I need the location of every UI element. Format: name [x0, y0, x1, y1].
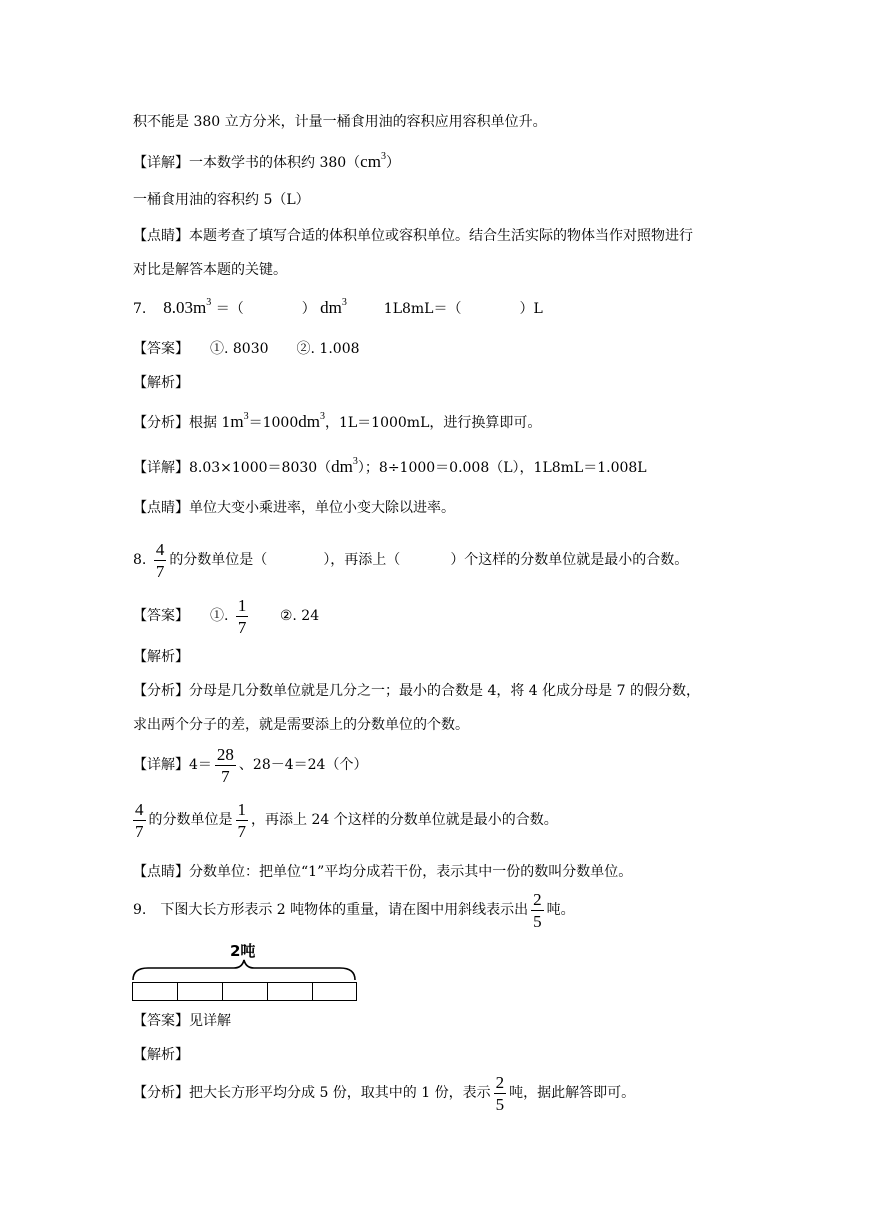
intro-line: 积不能是 380 立方分米，计量一桶食用油的容积应用容积单位升。 — [133, 114, 547, 130]
q7-detail: 【详解】$8.03\times 1000=8030(dm^3)$；8÷1000＝0.008（L），1L8mL＝1.008L — [133, 456, 647, 476]
q9-answer: 【答案】见详解 — [133, 1013, 231, 1029]
q9-analysis: 【分析】把大长方形平均分成 5 份，取其中的 1 份，表示 $\frac{2}{5}$ 吨，据此解答即可。 — [133, 1072, 636, 1114]
q8-question: 8. $\frac{4}{7}$ 的分数单位是（ ），再添上（ ）个这样的分数单位就是最小的合数。 — [133, 539, 689, 581]
q8-analysis-title: 【解析】 — [133, 649, 189, 665]
q8-answer: 【答案】 ①. $\frac{1}{7}$ ②. 24 — [133, 595, 320, 637]
q8-fraction: $\frac{4}{7}$ — [155, 539, 165, 581]
segment — [223, 983, 268, 1000]
q9-analysis-fraction: $\frac{2}{5}$ — [495, 1072, 505, 1114]
q8-detail: 【详解】4＝ $\frac{28}{7}$ 、28－4＝24（个） — [133, 744, 368, 786]
intro-comment-1: 【点睛】本题考查了填写合适的体积单位或容积单位。结合生活实际的物体当作对照物进行 — [133, 228, 693, 244]
segment — [178, 983, 223, 1000]
q8-analysis-2: 求出两个分子的差，就是需要添上的分数单位的个数。 — [133, 717, 469, 733]
diagram-label: 2吨 — [230, 942, 256, 960]
brace-icon — [130, 938, 360, 984]
q8-number: 8. — [133, 552, 147, 568]
q7-analysis: 【分析】根据 $1m^3=1000dm^3$，1L＝1000mL，进行换算即可。 — [133, 411, 542, 431]
q8-conclusion: $\frac{4}{7}$ 的分数单位是 $\frac{1}{7}$ ，再添上 24 个这样的分数单位就是最小的合数。 — [135, 799, 558, 841]
q7-answer: 【答案】 ①. 8030 ②. 1.008 — [133, 341, 360, 357]
q8-concl-fraction-2: $\frac{1}{7}$ — [237, 799, 246, 841]
q7-number: 7. — [133, 301, 147, 317]
q8-analysis-1: 【分析】分母是几分数单位就是几分之一；最小的合数是 4，将 4 化成分母是 7 的假分数， — [133, 683, 700, 699]
segment — [133, 983, 178, 1000]
q8-detail-fraction: $\frac{28}{7}$ — [216, 744, 234, 786]
q7-comment: 【点睛】单位大变小乘进率，单位小变大除以进率。 — [133, 500, 455, 516]
q7-question — [133, 298, 543, 319]
q8-comment: 【点睛】分数单位：把单位“1”平均分成若干份，表示其中一份的数叫分数单位。 — [133, 864, 633, 880]
q8-concl-fraction-1: $\frac{4}{7}$ — [135, 799, 144, 841]
segmented-rectangle — [132, 982, 357, 1001]
intro-oil-line: 一桶食用油的容积约 5（L） — [133, 192, 310, 208]
q9-question: 9. 下图大长方形表示 2 吨物体的重量，请在图中用斜线表示出 $\frac{2}{5}$ 吨。 — [133, 889, 575, 931]
intro-comment-2: 对比是解答本题的关键。 — [133, 262, 287, 278]
q7-value: $8.03m^3$ — [163, 297, 212, 317]
segment — [268, 983, 313, 1000]
q9-analysis-title: 【解析】 — [133, 1047, 189, 1063]
q9-fraction: $\frac{2}{5}$ — [533, 889, 542, 931]
intro-detail — [133, 152, 400, 173]
q7-analysis-title: 【解析】 — [133, 375, 189, 391]
q7-second-close: ）L — [519, 301, 543, 317]
q7-close: ） — [301, 301, 316, 317]
q7-second: 1L8mL＝（ — [383, 301, 462, 317]
intro-detail-prefix: 【详解】一本数学书的体积约 380（ — [133, 155, 361, 171]
q7-unit: $dm^3$ — [320, 297, 347, 317]
intro-detail-suffix: ） — [385, 155, 400, 171]
weight-diagram — [130, 938, 360, 1004]
q8-answer-fraction: $\frac{1}{7}$ — [237, 595, 247, 637]
unit-cm: $cm^3$ — [360, 151, 386, 171]
segment — [313, 983, 356, 1000]
q7-eq: ＝（ — [215, 301, 244, 317]
